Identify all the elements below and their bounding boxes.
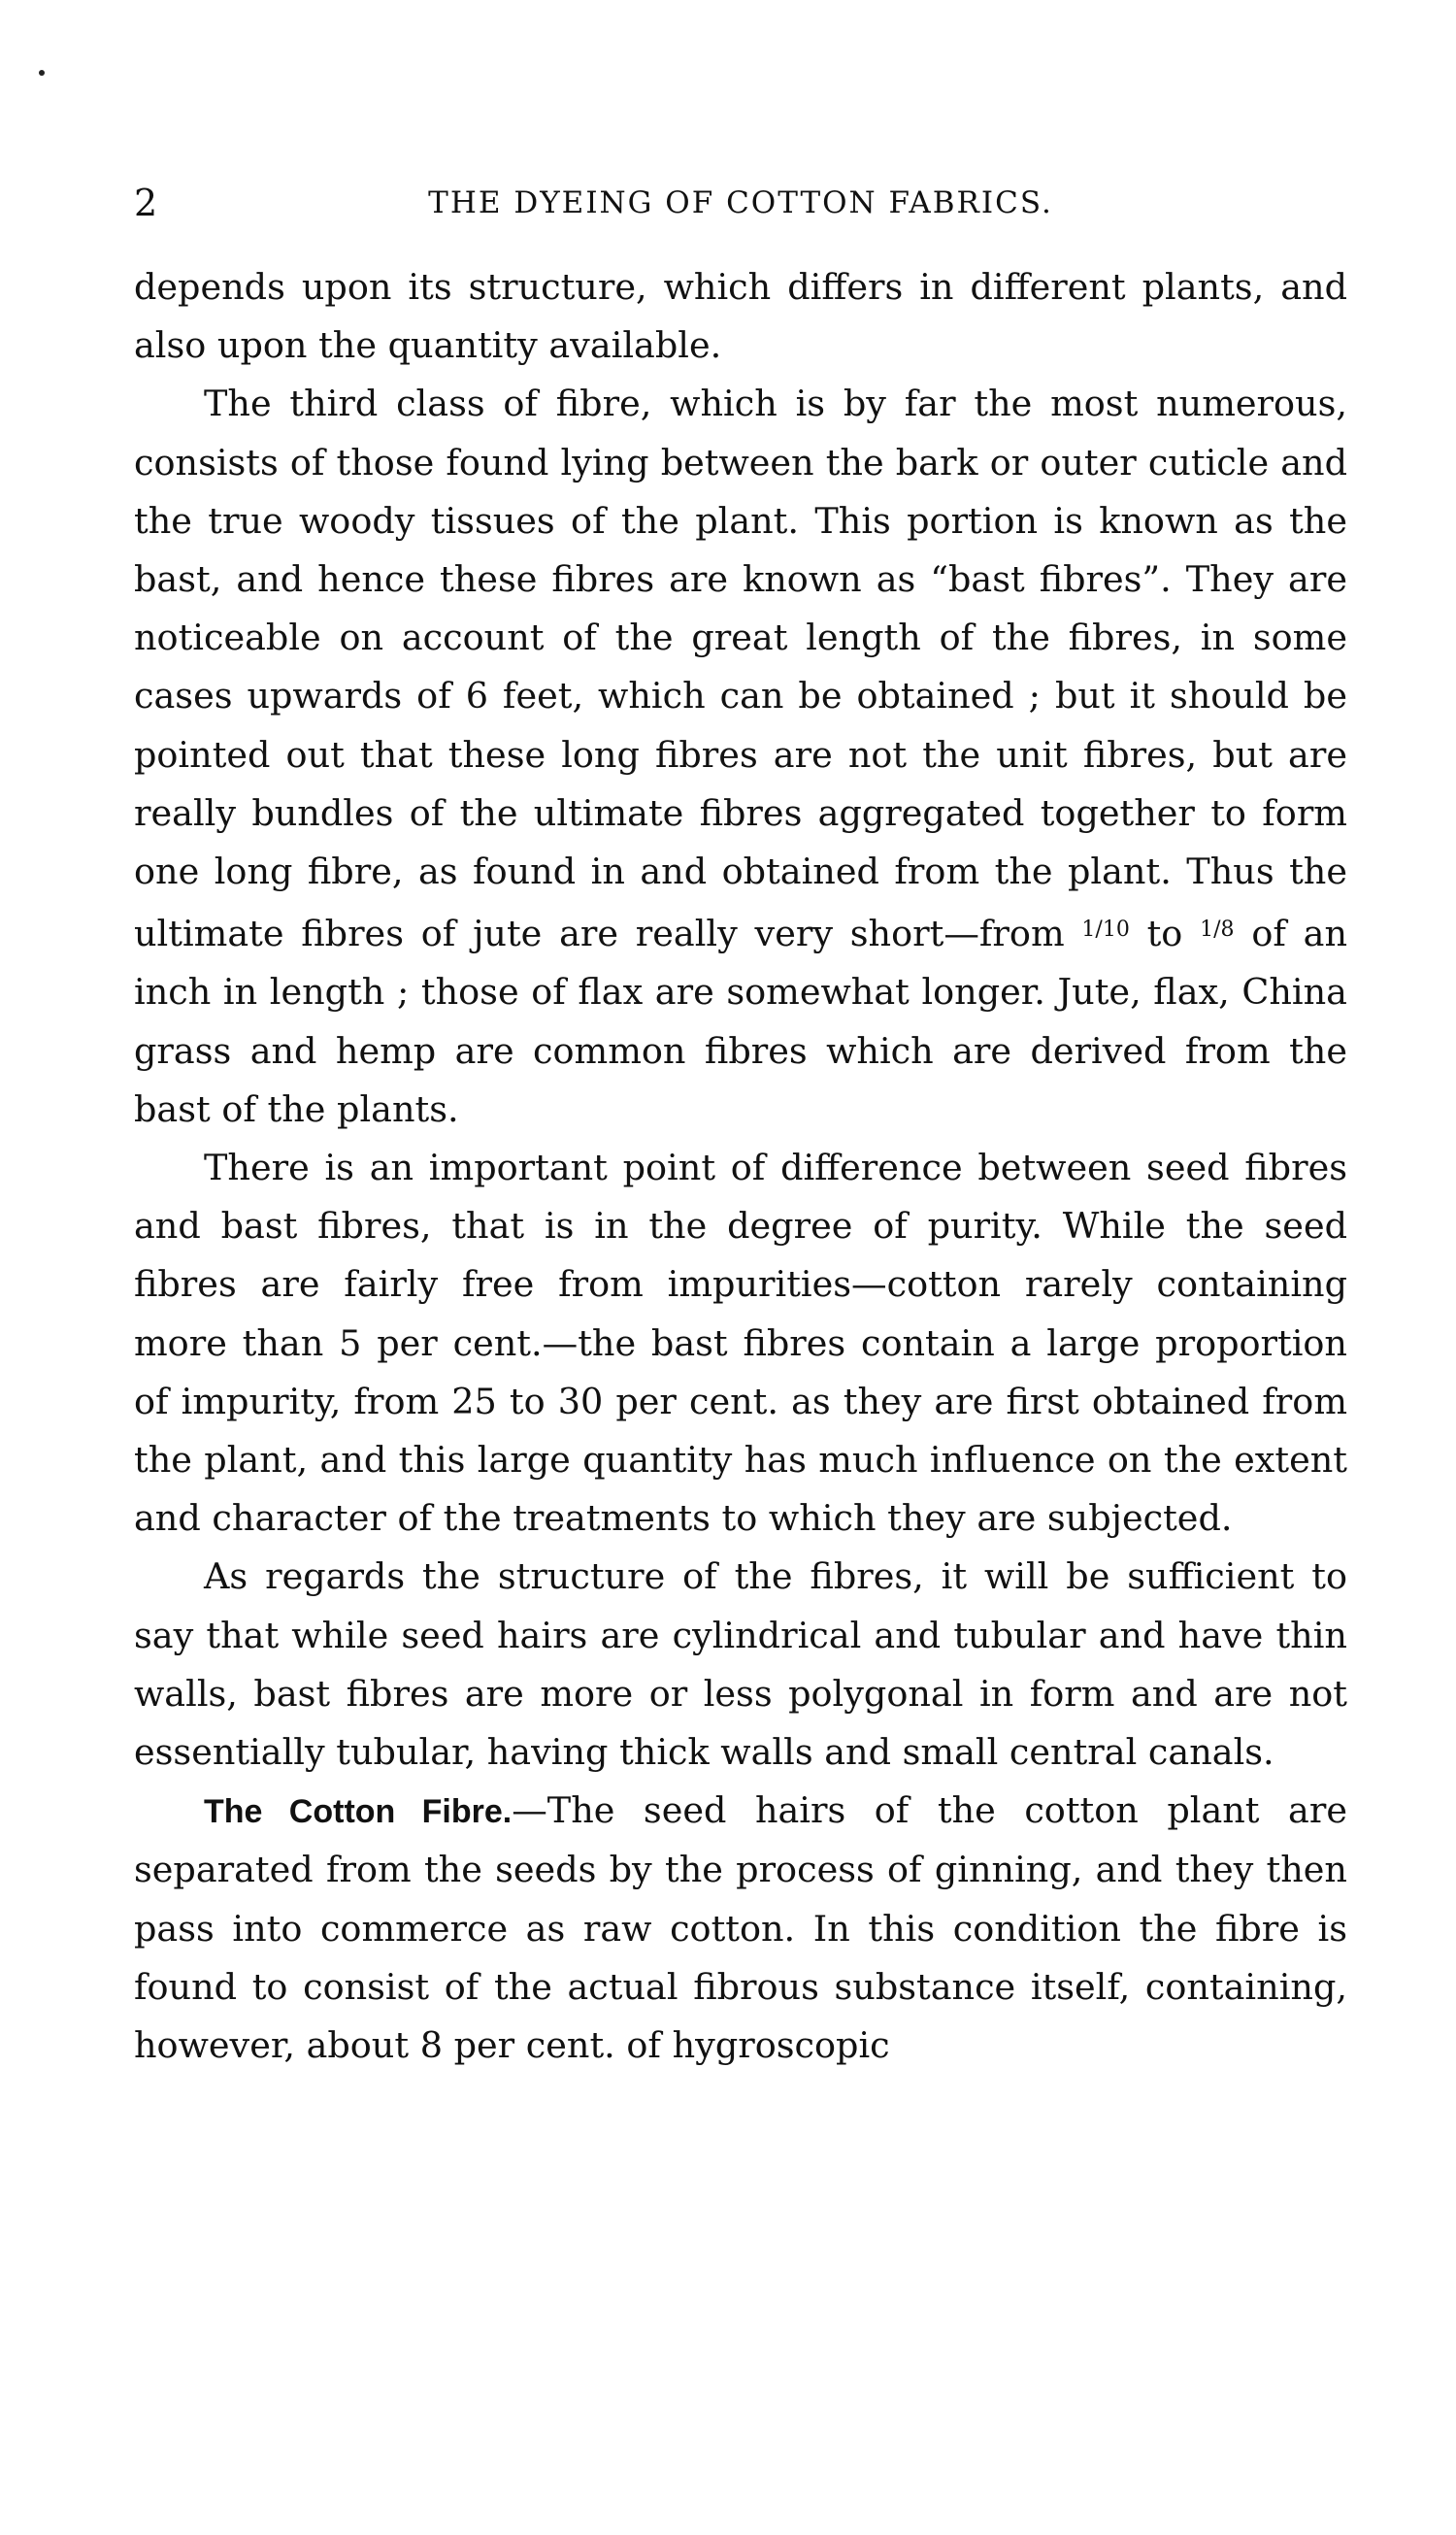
paragraph-bast-fibres <box>134 375 1347 1139</box>
paragraph-text-after: of an inch in length ; those of flax are somewhat longer. Jute, flax, China grass and hemp are common fibres which are derived from the bast of the plants. <box>134 913 1348 1130</box>
page-header <box>134 179 1347 227</box>
paragraph-purity <box>134 1139 1347 1548</box>
fraction-connector: to <box>1146 913 1183 955</box>
body-text <box>134 258 1347 2075</box>
ink-speck <box>39 70 45 76</box>
paragraph-structure <box>134 1548 1347 1782</box>
fraction-one-tenth: 1/10 <box>1081 917 1130 943</box>
paragraph-text: —The seed hairs of the cotton plant are separated from the seeds by the process of ginning, and they then pass into commerce as raw cotton. In this condition the fibre is found to consist of the actual fibrous substance itself, containing, however, about 8 per cent. of hygroscopic <box>134 1789 1347 2067</box>
paragraph-text: depends upon its structure, which differs in different plants, and also upon the quantity available. <box>134 266 1347 367</box>
paragraph-text: There is an important point of difference between seed fibres and bast fibres, that is in the degree of purity. While the seed fibres are fairly free from impurities—cotton rarely containing more than 5 per cent.—the bast fibres contain a large proportion of impurity, from 25 to 30 per cent. as they are first obtained from the plant, and this large quantity has much influence on the extent and character of the treatments to which they are subjected. <box>134 1147 1347 1540</box>
page-number: 2 <box>134 182 158 224</box>
running-title: THE DYEING OF COTTON FABRICS. <box>428 185 1053 220</box>
paragraph-cotton-fibre <box>134 1782 1347 2075</box>
paragraph-text: As regards the structure of the fibres, it will be sufficient to say that while seed hairs are cylindrical and tubular and have thin walls, bast fibres are more or less polygonal in form and are not essentially tubular, having thick walls and small central canals. <box>134 1555 1347 1774</box>
paragraph-text: The third class of fibre, which is by far the most numerous, consists of those found lying between the bark or outer cuticle and the true woody tissues of the plant. This portion is known as the bast, and hence these fibres are known as “bast fibres”. They are noticeable on account of the great length of the fibres, in some cases upwards of 6 feet, which can be obtained ; but it should be pointed out that these long fibres are not the unit fibres, but are really bundles of the ultimate fibres aggregated together to form one long fibre, as found in and obtained from the plant. Thus the ultimate fibres of jute are really very short—from <box>134 383 1347 955</box>
section-heading: The Cotton Fibre. <box>204 1793 513 1831</box>
fraction-one-eighth: 1/8 <box>1200 917 1235 943</box>
paragraph-continuation <box>134 258 1347 375</box>
